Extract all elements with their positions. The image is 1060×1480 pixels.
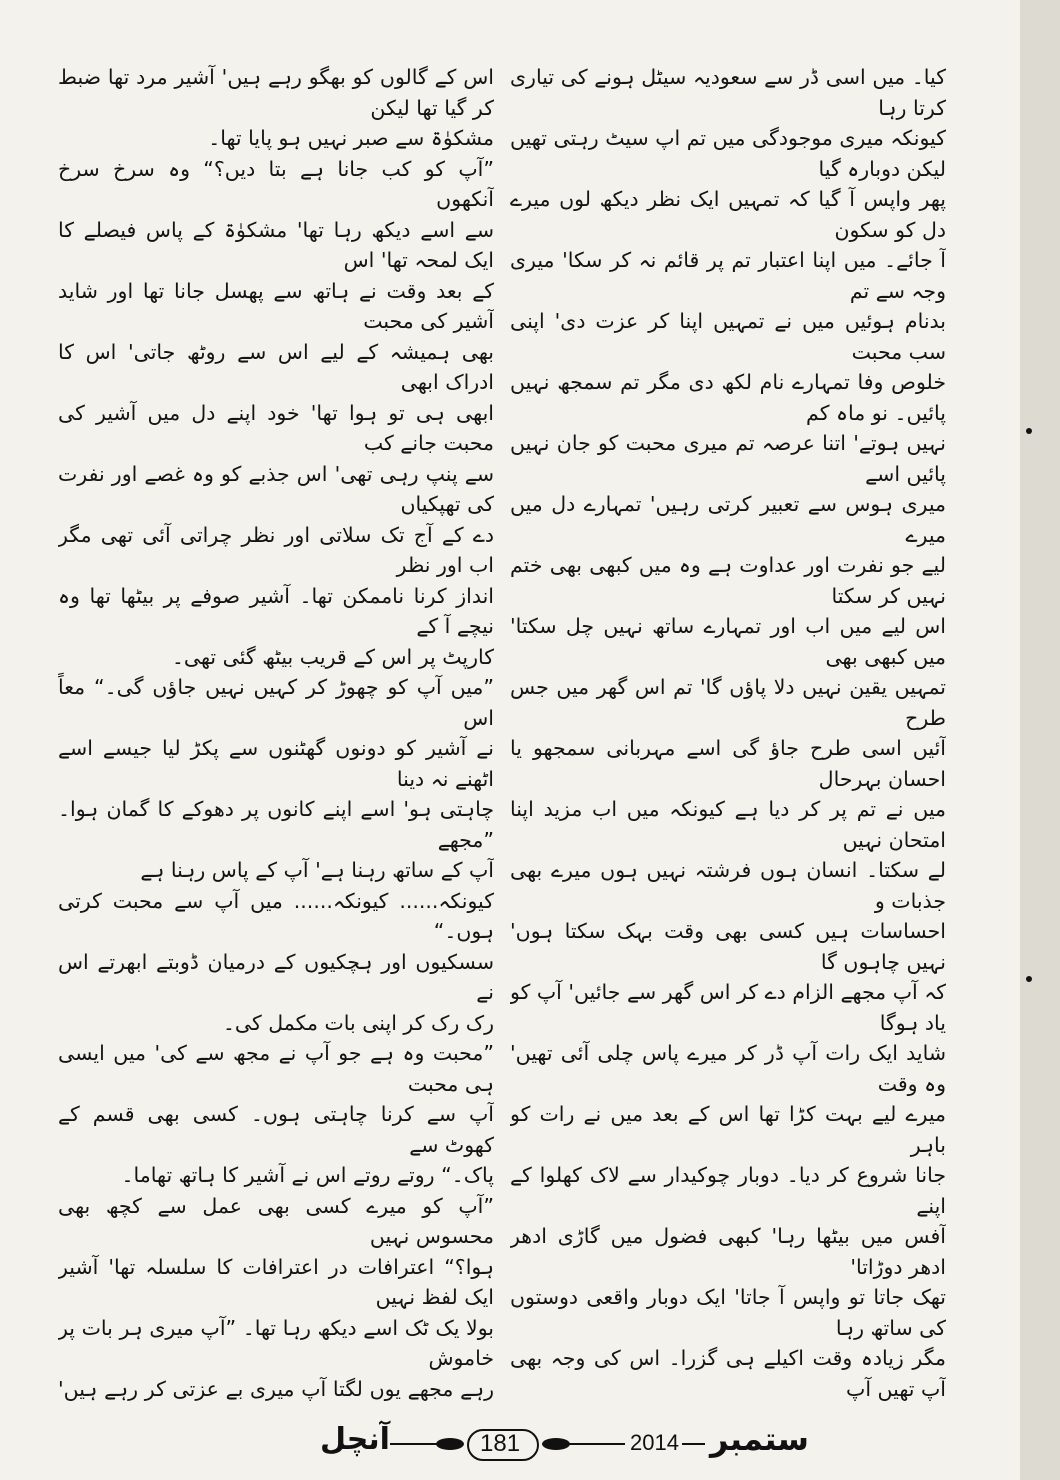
text-line: ”میں آپ کو چھوڑ کر کہیں نہیں جاؤں گی۔“ معاً اس <box>58 675 494 730</box>
text-line: میری ہوس سے تعبیر کرتی رہیں' تمہارے دل میں میرے <box>510 492 946 547</box>
text-line: احساسات ہیں کسی بھی وقت بہک سکتا ہوں' نہیں چاہوں گا <box>510 919 946 974</box>
issue-year: 2014 <box>630 1430 679 1455</box>
margin-dot <box>1026 976 1032 982</box>
text-line: کے بعد وقت نے ہاتھ سے پھسل جانا تھا اور شاید آشیر کی محبت <box>58 278 494 333</box>
text-line: سے پنپ رہی تھی' اس جذبے کو وہ غصے اور نفرت کی تھپکیاں <box>58 461 494 516</box>
text-line: کارپٹ پر اس کے قریب بیٹھ گئی تھی۔ <box>171 644 494 669</box>
page-edge <box>1020 0 1060 1480</box>
text-line: کہ آپ مجھے الزام دے کر اس گھر سے جائیں' آپ کو یاد ہوگا <box>510 980 946 1035</box>
text-line: آئیں اسی طرح جاؤ گی اسے مہربانی سمجھو یا احسان بہرحال <box>510 736 946 791</box>
text-line: اس لیے میں اب اور تمہارے ساتھ نہیں چل سکتا' میں کبھی بھی <box>510 614 946 669</box>
text-line: کیونکہ میری موجودگی میں تم اپ سیٹ رہتی تھیں لیکن دوبارہ گیا <box>510 126 946 181</box>
text-line: کیا۔ میں اسی ڈر سے سعودیہ سیٹل ہونے کی تیاری کرتا رہا <box>510 65 946 120</box>
text-line: نہیں ہوتے' اتنا عرصہ تم میری محبت کو جان نہیں پائیں اسے <box>510 431 946 486</box>
page-footer <box>300 1418 900 1470</box>
text-line: بولا یک ٹک اسے دیکھ رہا تھا۔ ”آپ میری ہر بات پر خاموش <box>58 1315 494 1370</box>
text-line: دے کے آج تک سلاتی اور نظر چراتی آئی تھی مگر اب اور نظر <box>58 522 494 577</box>
text-line: میرے لیے بہت کڑا تھا اس کے بعد میں نے رات کو باہر <box>510 1102 946 1157</box>
issue-month: ستمبر <box>710 1420 809 1458</box>
text-line: اس کے گالوں کو بھگو رہے ہیں' آشیر مرد تھا ضبط کر گیا تھا لیکن <box>58 65 494 120</box>
text-line: آپ کے ساتھ رہنا ہے' آپ کے پاس رہنا ہے <box>140 858 494 882</box>
text-line: پھر واپس آ گیا کہ تمہیں ایک نظر دیکھ لوں میرے دل کو سکون <box>510 187 946 242</box>
magazine-name: آنچل <box>320 1422 390 1457</box>
text-line: مشکوٰۃ سے صبر نہیں ہو پایا تھا۔ <box>208 126 494 150</box>
text-line: بدنام ہوئیں میں نے تمہیں اپنا کر عزت دی' اپنی سب محبت <box>510 309 946 364</box>
text-line: رہے مجھے یوں لگتا آپ میری بے عزتی کر رہے ہیں' <box>58 1376 494 1401</box>
page-number: 181 <box>480 1430 521 1457</box>
text-line: بھی ہمیشہ کے لیے اس سے روٹھ جاتی' اس کا ادراک ابھی <box>58 339 494 394</box>
text-line: رک رک کر اپنی بات مکمل کی۔ <box>222 1010 494 1035</box>
text-line: خلوص وفا تمہارے نام لکھ دی مگر تم سمجھ نہیں پائیں۔ نو ماہ کم <box>510 370 946 425</box>
text-line: پاک۔“ روتے روتے اس نے آشیر کا ہاتھ تھاما۔ <box>121 1163 494 1187</box>
text-line: نے آشیر کو دونوں گھٹنوں سے پکڑ لیا جیسے اسے اٹھنے نہ دینا <box>58 736 494 791</box>
text-line: ہوا؟“ اعترافات در اعترافات کا سلسلہ تھا' آشیر ایک لفظ نہیں <box>58 1254 494 1309</box>
text-line: ابھی ہی تو ہوا تھا' خود اپنے دل میں آشیر کی محبت جانے کب <box>58 400 494 455</box>
text-line: آپ سے کرنا چاہتی ہوں۔ کسی بھی قسم کے کھوٹ سے <box>58 1102 494 1157</box>
text-line: تھک جاتا تو واپس آ جاتا' ایک دوبار واقعی دوستوں کی ساتھ رہا <box>510 1285 946 1340</box>
text-line: انداز کرنا ناممکن تھا۔ آشیر صوفے پر بیٹھا تھا وہ نیچے آ کے <box>58 583 494 638</box>
text-line: کیونکہ...... کیونکہ...... میں آپ سے محبت کرتی ہوں۔“ <box>58 888 494 943</box>
text-line: لیے جو نفرت اور عداوت ہے وہ میں کبھی بھی ختم نہیں کر سکتا <box>510 553 946 608</box>
footer-ornament <box>300 1418 900 1470</box>
text-line: میں نے تم پر کر دیا ہے کیونکہ میں اب مزید اپنا امتحان نہیں <box>510 797 946 852</box>
margin-dot <box>1026 428 1032 434</box>
text-line: لے سکتا۔ انسان ہوں فرشتہ نہیں ہوں میرے بھی جذبات و <box>510 858 946 913</box>
text-line: ”محبت وہ ہے جو آپ نے مجھ سے کی' میں ایسی ہی محبت <box>58 1041 494 1096</box>
text-line: ”آپ کو میرے کسی بھی عمل سے کچھ بھی محسوس نہیں <box>58 1193 494 1248</box>
text-line: تمہیں یقین نہیں دلا پاؤں گا' تم اس گھر میں جس طرح <box>510 675 946 730</box>
right-text-column <box>510 62 946 1402</box>
text-line: ”آپ کو کب جانا ہے بتا دیں؟“ وہ سرخ سرخ آنکھوں <box>58 156 494 211</box>
text-line: سسکیوں اور ہچکیوں کے درمیان ڈوبتے ابھرتے اس نے <box>58 949 494 1004</box>
text-line: چاہتی ہو' اسے اپنے کانوں پر دھوکے کا گمان ہوا۔ ”مجھے <box>58 797 494 852</box>
text-line: آفس میں بیٹھا رہا' کبھی فضول میں گاڑی ادھر ادھر دوڑاتا' <box>510 1224 946 1279</box>
left-text-column <box>58 62 494 1402</box>
text-line: جانا شروع کر دیا۔ دوبار چوکیدار سے لاک کھلوا کے اپنے <box>510 1163 946 1218</box>
text-line: سے اسے دیکھ رہا تھا' مشکوٰۃ کے پاس فیصلے کا ایک لمحہ تھا' اس <box>58 217 494 272</box>
text-line: مگر زیادہ وقت اکیلے ہی گزرا۔ اس کی وجہ بھی آپ تھیں آپ <box>510 1346 946 1401</box>
text-line: شاید ایک رات آپ ڈر کر میرے پاس چلی آئی تھیں' وہ وقت <box>510 1041 946 1096</box>
text-line: آ جائے۔ میں اپنا اعتبار تم پر قائم نہ کر سکا' میری وجہ سے تم <box>510 248 946 303</box>
